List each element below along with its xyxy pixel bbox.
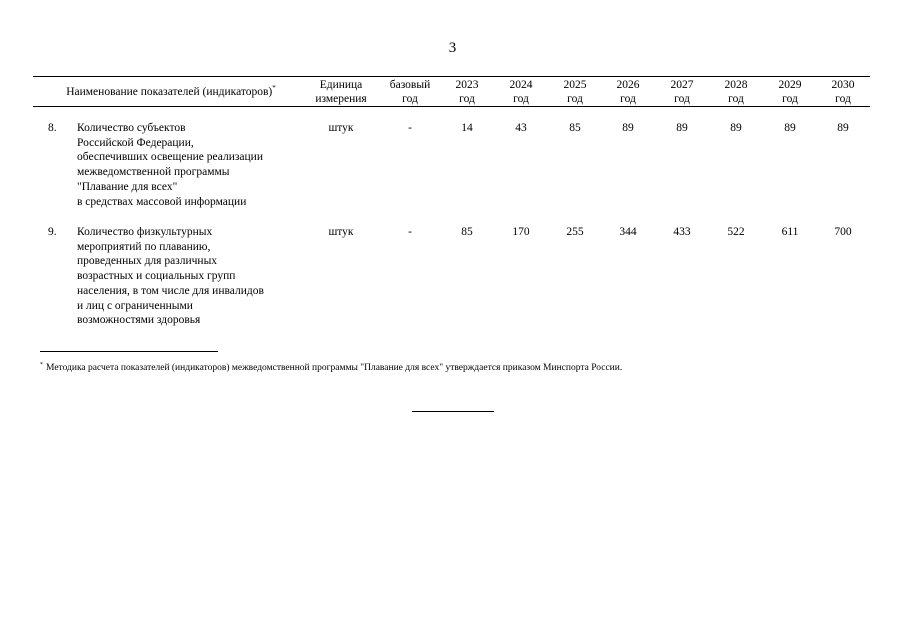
header-footnote-mark: * [272, 84, 276, 93]
row-value-2025: 255 [566, 226, 584, 238]
header-year-value: 2024 [509, 79, 533, 91]
header-year-value: 2025 [563, 79, 587, 91]
row-value-2030: 89 [837, 122, 849, 134]
row-value-2026: 344 [619, 226, 637, 238]
row-base-year: - [408, 122, 412, 134]
footnote-text: Методика расчета показателей (индикаторов) межведомственной программы "Плавание для всех" утверждается приказом Минспорта России. [46, 363, 623, 373]
header-year-label: год [513, 93, 529, 105]
header-year-value: 2030 [831, 79, 855, 91]
row-name-line: и лиц с ограниченными [77, 299, 193, 312]
row-indicator-name [77, 121, 307, 209]
footnote-mark: * [40, 361, 43, 368]
row-name-line: "Плавание для всех" [77, 180, 178, 193]
header-unit-line1: Единица [319, 79, 363, 91]
row-value-2027: 433 [673, 226, 691, 238]
header-base-year [380, 78, 440, 106]
header-year-value: 2029 [778, 79, 802, 91]
row-value-2029: 89 [784, 122, 796, 134]
row-name-line: в средствах массовой информации [77, 195, 247, 208]
row-unit: штук [328, 122, 354, 134]
row-value-2023: 85 [461, 226, 473, 238]
row-value-2028: 522 [727, 226, 745, 238]
header-year-2026 [603, 78, 653, 106]
header-year-label: год [459, 93, 475, 105]
row-name-line: межведомственной программы [77, 166, 230, 179]
header-indicator-name-text: Наименование показателей (индикаторов) [66, 86, 273, 98]
header-year-2028 [711, 78, 761, 106]
header-unit [308, 78, 374, 106]
row-base-year: - [408, 226, 412, 238]
header-year-value: 2027 [670, 79, 694, 91]
row-name-line: Количество физкультурных [77, 226, 213, 238]
row-value-2030: 700 [834, 226, 852, 238]
row-value-2027: 89 [676, 122, 688, 134]
row-value-2025: 85 [569, 122, 581, 134]
footnote [40, 362, 860, 374]
header-year-2027 [657, 78, 707, 106]
row-indicator-name [77, 225, 307, 328]
row-value-2029: 611 [781, 226, 799, 238]
header-base-line1: базовый [389, 79, 431, 91]
header-year-2029 [765, 78, 815, 106]
header-year-label: год [782, 93, 798, 105]
row-value-2028: 89 [730, 122, 742, 134]
row-value-2023: 14 [461, 122, 473, 134]
header-year-2030 [818, 78, 868, 106]
row-number: 8. [48, 122, 57, 134]
row-value-2024: 170 [512, 226, 530, 238]
row-number: 9. [48, 226, 57, 238]
row-name-line: Российской Федерации, [77, 136, 194, 149]
table-row [0, 225, 905, 335]
header-year-2024 [496, 78, 546, 106]
table-top-rule [33, 76, 870, 77]
table-row [0, 121, 905, 216]
row-name-line: обеспечивших освещение реализации [77, 151, 263, 164]
header-year-value: 2026 [616, 79, 640, 91]
row-name-line: населения, в том числе для инвалидов [77, 284, 264, 297]
header-indicator-name [40, 85, 302, 99]
header-year-value: 2028 [724, 79, 748, 91]
row-value-2024: 43 [515, 122, 527, 134]
document-end-rule [412, 411, 494, 412]
header-year-value: 2023 [455, 79, 479, 91]
header-year-label: год [567, 93, 583, 105]
header-year-label: год [728, 93, 744, 105]
header-year-label: год [674, 93, 690, 105]
header-year-2025 [550, 78, 600, 106]
row-name-line: возможностями здоровья [77, 314, 201, 327]
row-value-2026: 89 [622, 122, 634, 134]
row-unit: штук [328, 226, 354, 238]
header-year-label: год [835, 93, 851, 105]
header-year-label: год [620, 93, 636, 105]
page-number: 3 [448, 40, 457, 56]
row-name-line: проведенных для различных [77, 255, 218, 268]
row-name-line: мероприятий по плаванию, [77, 240, 211, 253]
header-year-2023 [442, 78, 492, 106]
table-header-rule [33, 106, 870, 107]
row-name-line: Количество субъектов [77, 122, 186, 134]
footnote-separator [40, 351, 218, 352]
row-name-line: возрастных и социальных групп [77, 270, 236, 283]
header-unit-line2: измерения [315, 93, 367, 105]
header-base-line2: год [402, 93, 418, 105]
